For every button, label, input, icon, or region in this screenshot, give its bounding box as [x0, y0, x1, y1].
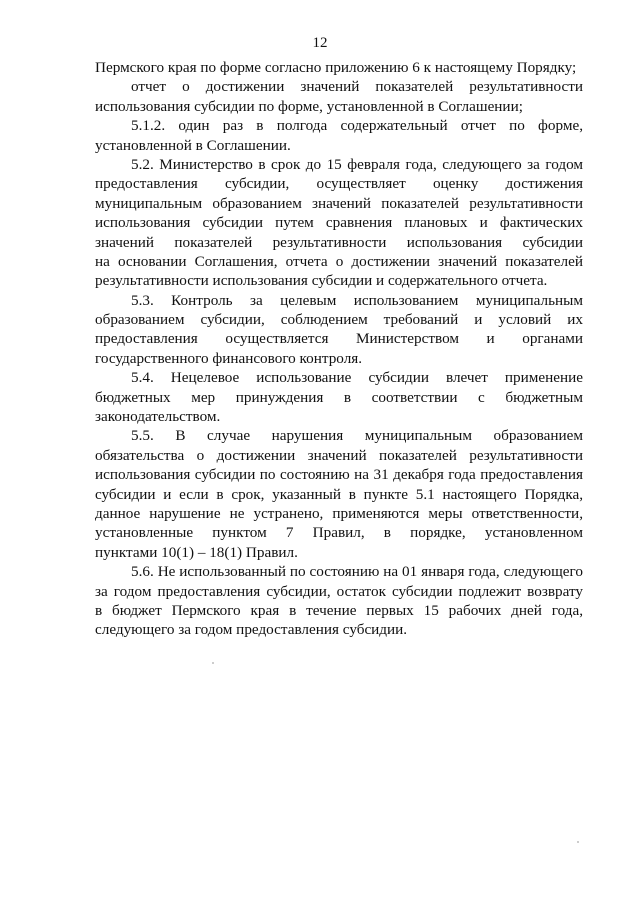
- text-line: 5.2. Министерство в срок до 15 февраля года, следующего за годом: [131, 155, 583, 173]
- text-line: использования субсидии путем сравнения плановых и фактических: [95, 214, 583, 232]
- text-line: Пермского края по форме согласно приложению 6 к настоящему Порядку;: [95, 59, 577, 76]
- text-line: установленной в Соглашении.: [95, 136, 291, 154]
- text-line: законодательством.: [95, 408, 221, 426]
- text-line: предоставления осуществляется Министерством и органами: [95, 330, 583, 348]
- text-line: 5.6. Не использованный по состоянию на 01 января года, следующего: [131, 563, 583, 581]
- page-number: 12: [312, 35, 328, 51]
- text-line: значений показателей результативности использования субсидии: [95, 233, 583, 251]
- text-line: использования субсидии по форме, установленной в Соглашении;: [95, 97, 523, 115]
- text-line: 5.1.2. один раз в полгода содержательный отчет по форме,: [131, 117, 583, 135]
- text-line: в бюджет Пермского края в течение первых 15 рабочих дней года,: [95, 601, 583, 619]
- text-line: на основании Соглашения, отчета о достижении значений показателей: [95, 252, 583, 270]
- text-line: отчет о достижении значений показателей результативности: [131, 78, 583, 96]
- text-line: за годом предоставления субсидии, остаток субсидии подлежит возврату: [95, 582, 583, 600]
- text-line: 5.5. В случае нарушения муниципальным образованием: [131, 427, 583, 445]
- text-line: государственного финансового контроля.: [95, 349, 363, 367]
- text-line: 5.4. Нецелевое использование субсидии влечет применение: [131, 369, 583, 387]
- text-line: субсидии и если в срок, указанный в пункте 5.1 настоящего Порядка,: [95, 485, 583, 503]
- text-line: предоставления субсидии, осуществляет оценку достижения: [95, 175, 583, 193]
- text-line: использования субсидии по состоянию на 31 декабря года предоставления: [95, 466, 583, 484]
- scan-speck: [212, 662, 214, 664]
- text-line: результативности использования субсидии и содержательного отчета.: [95, 272, 548, 290]
- text-line: образованием субсидии, соблюдением требований и условий их: [95, 311, 583, 329]
- text-line: 5.3. Контроль за целевым использованием муниципальным: [131, 291, 583, 309]
- scan-speck: [577, 841, 579, 843]
- text-line: обязательства о достижении значений показателей результативности: [95, 446, 583, 464]
- text-line: бюджетных мер принуждения в соответствии с бюджетным: [95, 388, 583, 406]
- text-line: пунктами 10(1) – 18(1) Правил.: [95, 543, 298, 561]
- text-line: муниципальным образованием значений показателей результативности: [95, 194, 583, 212]
- text-line: следующего за годом предоставления субсидии.: [95, 621, 408, 639]
- text-line: данное нарушение не устранено, применяются меры ответственности,: [95, 504, 583, 522]
- text-line: установленные пунктом 7 Правил, в порядке, установленном: [95, 524, 583, 542]
- document-body: [95, 58, 583, 640]
